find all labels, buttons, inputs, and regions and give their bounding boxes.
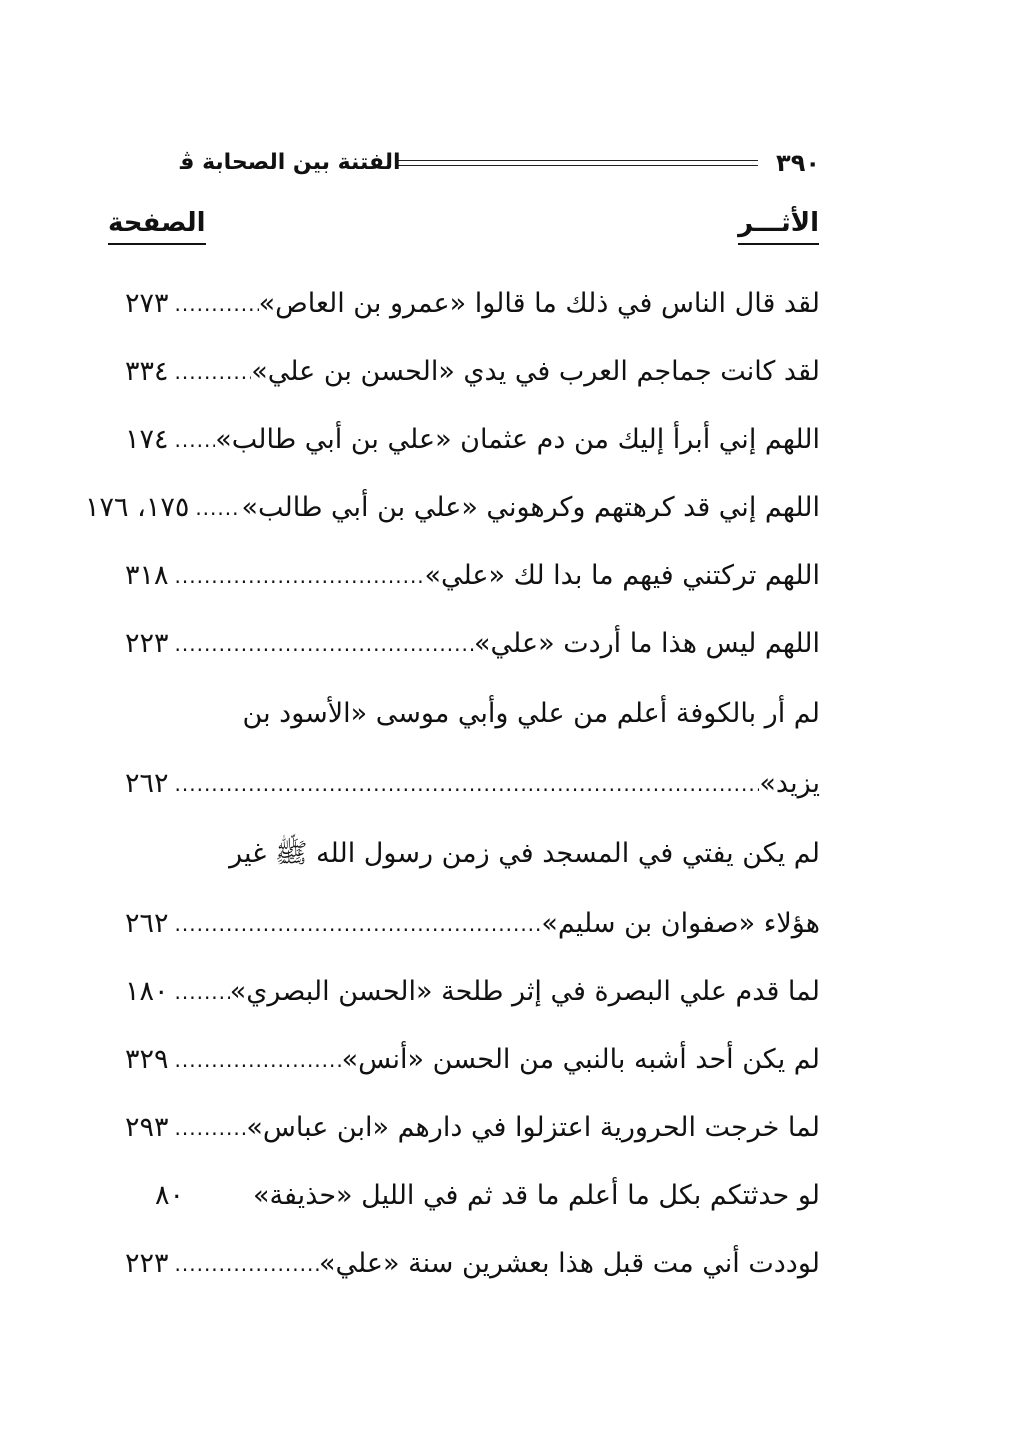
leader-dots <box>169 614 475 674</box>
leader-dots <box>169 274 259 334</box>
leader-dots <box>169 546 425 606</box>
index-entry-line2 <box>125 890 820 958</box>
entry-text: لما قدم علي البصرة في إثر طلحة «الحسن البصري» <box>229 976 820 1007</box>
leader-dots <box>169 410 216 470</box>
book-title: الفتنة بين الصحابة ﭬ <box>180 150 401 175</box>
index-entries <box>85 270 820 1298</box>
entry-text: لو حدثتكم بكل ما أعلم ما قد ثم في الليل «حذيفة» <box>253 1180 820 1211</box>
entry-text: اللهم إني أبرأ إليك من دم عثمان «علي بن أبي طالب» <box>215 424 820 455</box>
running-header <box>180 148 820 182</box>
entry-text-continued: يزيد» <box>759 768 820 799</box>
index-entry <box>85 474 820 542</box>
column-heading-page: الصفحة <box>108 205 206 245</box>
entry-text-continued: هؤلاء «صفوان بن سليم» <box>541 908 820 939</box>
entry-page-ref: ١٨٠ <box>125 976 169 1007</box>
entry-page-ref: ٢٩٣ <box>125 1112 169 1143</box>
header-double-rule <box>395 160 758 166</box>
index-entry <box>125 1230 820 1298</box>
entry-text: لم أر بالكوفة أعلم من علي وأبي موسى «الأسود بن <box>242 698 820 729</box>
index-entry <box>125 958 820 1026</box>
entry-text: اللهم إني قد كرهتهم وكرهوني «علي بن أبي طالب» <box>241 492 820 523</box>
leader-dots <box>169 1098 247 1158</box>
entry-page-ref: ٢٦٢ <box>125 908 169 939</box>
index-entry <box>125 270 820 338</box>
entry-page-ref: ٣٢٩ <box>125 1044 169 1075</box>
index-entry-line1 <box>125 818 820 890</box>
index-entry <box>125 1094 820 1162</box>
entry-page-ref: ٢٦٢ <box>125 768 169 799</box>
entry-page-ref: ٣٣٤ <box>125 356 169 387</box>
entry-text: لوددت أني مت قبل هذا بعشرين سنة «علي» <box>318 1248 820 1279</box>
entry-text: اللهم ليس هذا ما أردت «علي» <box>474 628 820 659</box>
index-entry <box>125 1162 820 1230</box>
leader-dots <box>169 894 542 954</box>
index-entry <box>125 610 820 678</box>
index-entry <box>125 542 820 610</box>
page-number: ٣٩٠ <box>776 149 820 177</box>
entry-text: لم يكن أحد أشبه بالنبي من الحسن «أنس» <box>341 1044 820 1075</box>
entry-text: اللهم تركتني فيهم ما بدا لك «علي» <box>424 560 820 591</box>
index-entry <box>125 1026 820 1094</box>
entry-page-ref: ١٧٤ <box>125 424 169 455</box>
entry-text: لقد كانت جماجم العرب في يدي «الحسن بن علي» <box>251 356 820 387</box>
index-entry-line1 <box>125 678 820 750</box>
entry-page-ref: ١٧٥، ١٧٦ <box>85 492 190 523</box>
column-heading-athar: الأثـــر <box>738 205 819 245</box>
index-entry <box>125 338 820 406</box>
entry-page-ref: ٨٠ <box>155 1180 185 1211</box>
leader-dots <box>169 754 760 814</box>
leader-dots <box>169 1030 342 1090</box>
entry-text: لما خرجت الحرورية اعتزلوا في دارهم «ابن عباس» <box>246 1112 820 1143</box>
leader-dots <box>169 962 230 1022</box>
index-entry <box>125 406 820 474</box>
entry-text: لم يكن يفتي في المسجد في زمن رسول الله ﷺ غير <box>229 838 820 869</box>
entry-page-ref: ٢٧٣ <box>125 288 169 319</box>
entry-page-ref: ٢٢٣ <box>125 1248 169 1279</box>
entry-text: لقد قال الناس في ذلك ما قالوا «عمرو بن العاص» <box>258 288 820 319</box>
leader-dots <box>169 1234 319 1294</box>
leader-dots <box>169 342 252 402</box>
entry-page-ref: ٢٢٣ <box>125 628 169 659</box>
entry-page-ref: ٣١٨ <box>125 560 169 591</box>
leader-dots <box>189 478 241 538</box>
index-entry-line2 <box>125 750 820 818</box>
